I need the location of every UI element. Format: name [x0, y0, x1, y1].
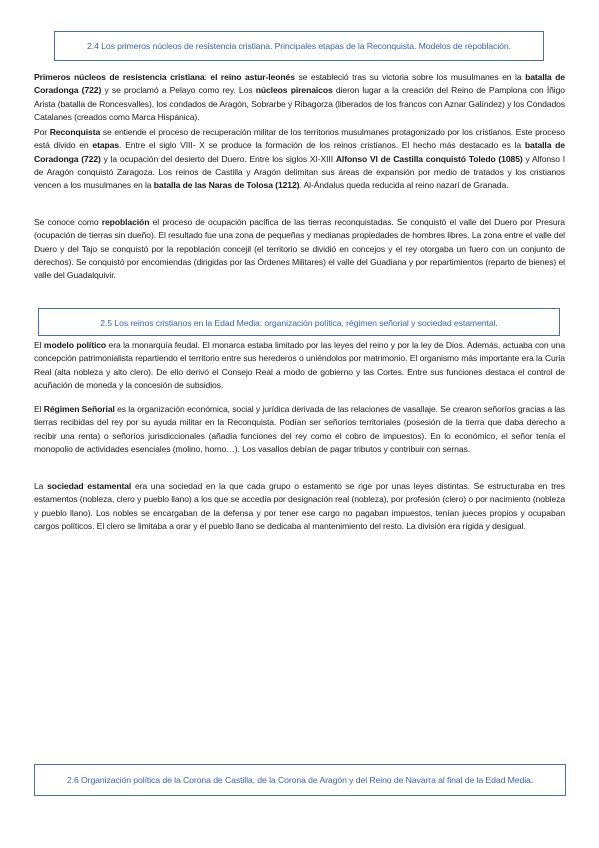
- text-run: era una sociedad en la que cada grupo o estamento se rige por unas leyes distintas. Se estructuraba en tres estamentos (nobleza, clero y pueblo llano) a los que se accedía por designación real (nobleza), por profesión (clero) o por nacimiento (nobleza y pueblo llano). Los nobles se encargaban de la defensa y por tener ese cargo no pagaban impuestos, tenían jueces propios y ocupaban cargos políticos. El clero se limitaba a orar y el pueblo llano se dedicaba al mantenimiento del resto. La división era rígida y desigual.: [34, 481, 566, 531]
- paragraph: [34, 216, 565, 282]
- text-run: . Al-Ándalus queda reducida al reino nazarí de Granada.: [299, 180, 509, 191]
- text-run: y Alfonso I de Aragón conquistó Zaragoza. Los reinos de Castilla y Aragón delimitan sus áreas de expansión por medio de tratados y los cristianos vencen a los musulmanes en la: [34, 153, 566, 191]
- paragraph: [34, 339, 565, 392]
- text-run: La: [34, 481, 48, 491]
- bold-term: Primeros núcleos de resistencia cristiana: [34, 72, 205, 82]
- section-heading-2-5: [38, 308, 560, 336]
- bold-term: Alfonso VI de Castilla conquistó Toledo (1085): [335, 153, 523, 164]
- bold-term: modelo político: [43, 340, 107, 350]
- text-run: se entiende el proceso de recuperación militar de los territorios musulmanes protagonizado por los cristianos. Este proceso está divido en: [34, 127, 565, 151]
- bold-term: sociedad estamental: [47, 481, 132, 491]
- text-run: . Entre el siglo VIII- X se produce la formación de los reinos cristianos. El hecho más destacado es la: [119, 140, 525, 151]
- section-heading-2-5-text: 2.5 Los reinos cristianos en la Edad Media: organización política, régimen señorial y sociedad estamental.: [100, 318, 498, 328]
- bold-term: batalla de Coradonga (722): [34, 140, 565, 164]
- text-run: y se proclamó a Pelayo como rey. Los: [101, 85, 256, 96]
- text-run: :: [204, 72, 211, 82]
- bold-term: batalla de Coradonga (722): [34, 72, 565, 96]
- text-run: Se conoce como: [34, 217, 102, 227]
- text-run: se estableció tras su victoria sobre los musulmanes en la: [294, 72, 526, 82]
- text-run: el proceso de ocupación pacífica de las tierras reconquistadas. Se conquistó el valle del Duero por Presura (ocupación de tierras sin dueño). El resultado fue una zona de pequeñas y medianas propiedades de hombres libres. La zona entre el valle del Duero y del Tajo se conquistó por la repoblación concejil (el territorio se dividió en concejos y el rey otorgaba un fuero con un conjunto de derechos). Se conquistó por encomiendas (dirigidas por las Órdenes Militares) el valle del Guadiana y por repartimientos (reparto de bienes) el valle del Guadalquivir.: [34, 217, 565, 281]
- section-heading-2-6: [34, 764, 566, 796]
- paragraph: [34, 126, 565, 192]
- bold-term: Reconquista: [49, 127, 101, 137]
- bold-term: repoblación: [101, 217, 150, 227]
- text-run: El: [34, 404, 44, 414]
- paragraph: [34, 480, 565, 533]
- text-run: era la monarquía feudal. El monarca estaba limitado por las leyes del reino y por la ley de Dios. Además, actuaba con una concepción patrimonialista repartiendo el territorio entre sus herederos o uniéndolos por matrimonio. El organismo más importante era la Curia Real (alta nobleza y alto clero). De ello derivó el Consejo Real a modo de gobierno y las Cortes. Entre sus funciones destaca el control de acuñación de moneda y la concesión de subsidios.: [34, 340, 565, 390]
- text-run: dieron lugar a la creación del Reino de Pamplona con Íñigo Arista (batalla de Roncesvalles), los condados de Aragón, Sobrarbe y Ribagorza (liberados de los francos con Aznar Galíndez) y los Condados Catalanes (creados como Marca Hispánica).: [34, 85, 565, 122]
- text-run: y la ocupación del desierto del Duero. Entre los siglos XI-XIII: [100, 153, 336, 164]
- section-heading-2-4: [54, 31, 544, 61]
- bold-term: Régimen Señorial: [43, 404, 115, 414]
- text-run: es la organización económica, social y jurídica derivada de las relaciones de vasallaje. Se crearon señoríos gracias a las tierras recibidas del rey por su ayuda militar en la Reconquista. Podían ser señoríos territoriales (posesión de la tierra que daba derecho a recibir una renta) o señoríos jurisdiccionales (añadía funciones del rey como el cobro de impuestos). En lo económico, el señor tenía el monopolio de actividades esenciales (molino, horno…). Los vasallos debían de pagar tributos y contribuir con sernas.: [34, 404, 566, 454]
- text-run: El: [34, 340, 44, 350]
- bold-term: batalla de las Naras de Tolosa (1212): [153, 180, 300, 191]
- paragraph: [34, 71, 565, 124]
- bold-term: el reino astur-leonés: [210, 72, 295, 82]
- paragraph: [34, 403, 565, 456]
- text-run: Por: [34, 127, 50, 137]
- bold-term: etapas: [92, 140, 120, 151]
- section-heading-2-4-text: 2.4 Los primeros núcleos de resistencia cristiana. Principales etapas de la Reconquista. Modelos de repoblación.: [87, 41, 511, 51]
- section-heading-2-6-text: 2.6 Organización política de la Corona de Castilla, de la Corona de Aragón y del Reino de Navarra al final de la Edad Media.: [66, 775, 534, 785]
- bold-term: núcleos pirenaicos: [255, 85, 333, 96]
